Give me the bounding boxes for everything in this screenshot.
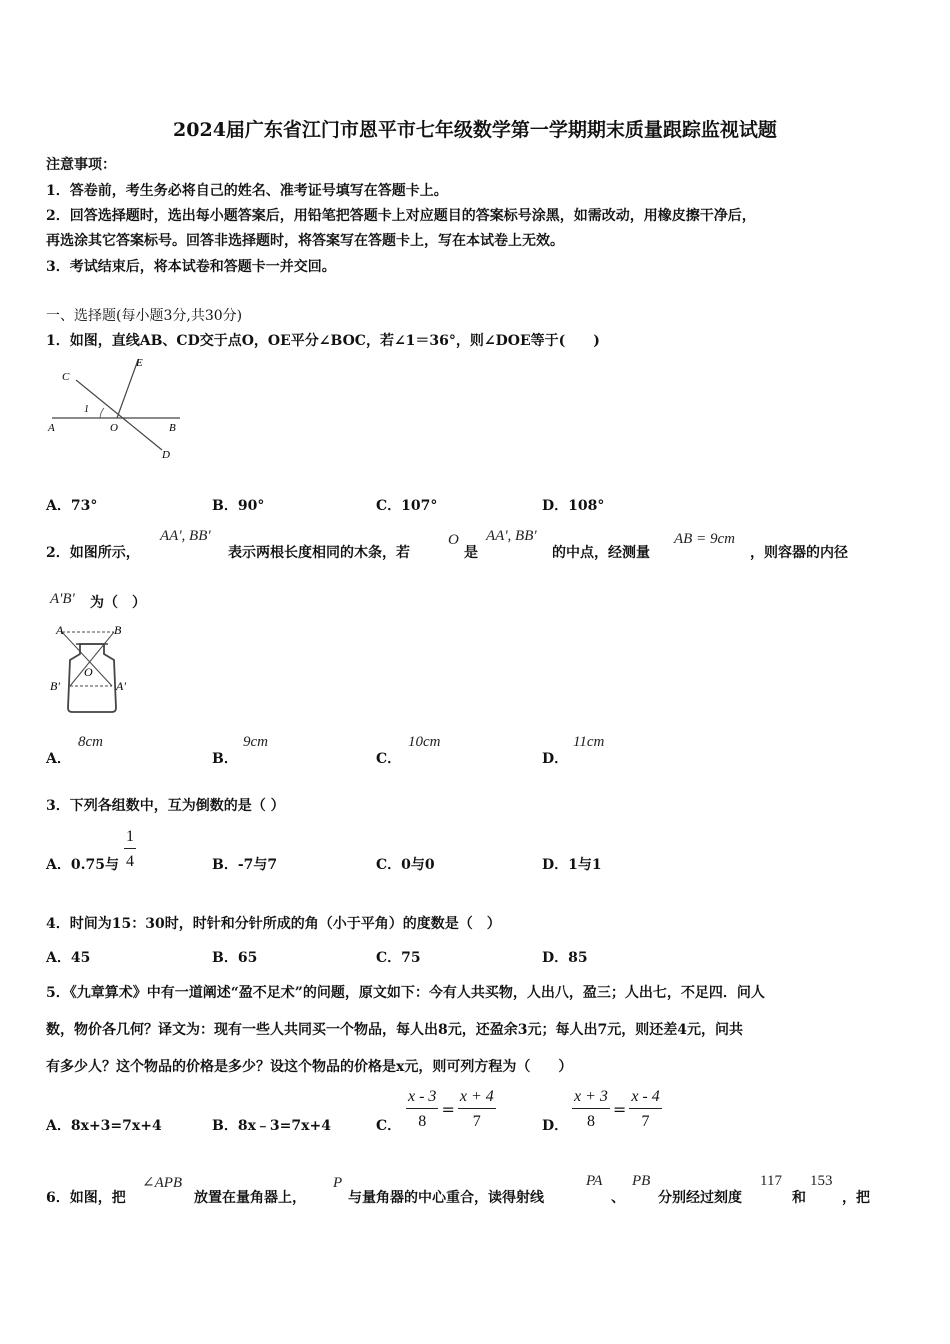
notice-heading: 注意事项： [46,157,116,173]
question-2-text-e: ，则容器的内径 [750,545,848,561]
question-1-option-c: C．107° [376,498,438,514]
notice-item-3: 3．考试结束后，将本试卷和答题卡一并交回。 [46,259,336,275]
question-2-option-d-label: D． [542,751,569,767]
fraction-numerator: x - 3 [406,1088,438,1109]
fraction-right [629,1088,661,1131]
fraction-denominator: 7 [472,1113,481,1130]
question-2-option-c-label: C． [376,751,402,767]
fraction-right [458,1088,496,1131]
question-5-option-c-label: C． [376,1118,402,1134]
fraction-denominator: 7 [641,1113,650,1130]
fraction-left [572,1088,610,1131]
label-c: C [62,371,70,383]
question-4-option-c: C．75 [376,950,421,966]
label-d: D [162,449,170,461]
question-1-option-a: A．73° [46,498,98,514]
question-2-math-d: AB = 9cm [674,531,735,547]
question-6-separator: 、 [611,1190,625,1206]
label-b: B [114,623,122,637]
question-6-text-c: 与量角器的中心重合，读得射线 [348,1190,544,1206]
equals-sign: = [612,1100,627,1119]
label-b-prime: B' [50,679,60,693]
question-3-option-d: D．1与1 [542,857,602,873]
question-4-option-a: A．45 [46,950,91,966]
ray-oe [117,360,138,418]
fraction-denominator: 8 [418,1113,427,1130]
question-6-text-f: ，把 [842,1190,870,1206]
fraction-denominator: 4 [126,853,134,870]
question-2-text-b: 表示两根长度相同的木条，若 [228,545,410,561]
question-3-option-c: C．0与0 [376,857,435,873]
question-2-option-d-value: 11cm [573,734,605,750]
question-6-math-e: 117 [760,1173,782,1189]
question-6-math-d: PB [632,1173,651,1189]
question-6-text-a: 6．如图，把 [46,1190,126,1206]
question-2-option-b-value: 9cm [243,734,268,750]
fraction-numerator: x + 4 [458,1088,496,1109]
question-1-figure [42,352,192,464]
label-o: O [84,665,93,679]
question-6-text-e: 和 [792,1190,806,1206]
question-2-option-a-label: A． [46,751,71,767]
question-5-line-3: 有多少人？这个物品的价格是多少？设这个物品的价格是x元，则可列方程为（ ） [46,1059,573,1075]
label-e: E [136,357,143,369]
equals-sign: = [441,1100,455,1119]
line-cd [76,380,162,450]
question-2-math-c: AA', BB' [486,528,537,544]
question-2-text-d: 的中点，经测量 [552,545,650,561]
question-2-text-a: 2．如图所示， [46,545,140,561]
question-2-option-b-label: B． [212,751,238,767]
fraction-denominator: 8 [586,1113,595,1130]
label-angle-1: 1 [84,404,89,415]
question-4-option-d: D．85 [542,950,588,966]
question-6-math-a: ∠APB [142,1175,183,1191]
question-2-text-c: 是 [464,545,478,561]
notice-item-2-line-1: 2．回答选择题时，选出每小题答案后，用铅笔把答题卡上对应题目的答案标号涂黑，如需改动，用橡皮擦干净后， [46,208,756,224]
label-a-prime: A' [116,679,126,693]
question-4-option-b: B．65 [212,950,258,966]
question-1-option-b: B．90° [212,498,265,514]
question-2-option-a-value: 8cm [78,734,103,750]
question-3-option-a-text: A．0.75与 [46,857,119,873]
question-2-option-c-value: 10cm [408,734,441,750]
question-2-line2-text: 为（ ） [90,595,146,611]
notice-item-1: 1．答卷前，考生务必将自己的姓名、准考证号填写在答题卡上。 [46,183,448,199]
question-5-option-d-label: D． [542,1118,569,1134]
section-heading: 一、选择题(每小题3分,共30分) [46,308,243,324]
question-2-math-a: AA', BB' [160,528,211,544]
fraction-numerator: x + 3 [572,1088,610,1109]
question-6-text-b: 放置在量角器上， [194,1190,306,1206]
fraction-left [406,1088,438,1131]
fraction-numerator: x - 4 [629,1088,661,1109]
question-2-figure [44,618,134,718]
question-5-option-d-equation [572,1088,662,1131]
label-a: A [56,623,64,637]
label-b: B [169,422,176,434]
fraction-numerator: 1 [124,828,136,849]
question-3-option-b: B．-7与7 [212,857,278,873]
label-a: A [48,422,55,434]
question-6-math-f: 153 [810,1173,833,1189]
question-5-line-2: 数，物价各几何？译文为：现有一些人共同买一个物品，每人出8元，还盈余3元；每人出7元，则还差4元，问共 [46,1022,743,1038]
notice-item-2-line-2: 再选涂其它答案标号。回答非选择题时，将答案写在答题卡上，写在本试卷上无效。 [46,233,564,249]
question-6-text-d: 分别经过刻度 [658,1190,742,1206]
question-2-math-line2: A'B' [50,591,75,607]
question-3-option-a-fraction [124,828,136,871]
label-o: O [110,422,118,434]
question-1-text: 1．如图，直线AB、CD交于点O，OE平分∠BOC，若∠1＝36°，则∠DOE等于( ) [46,333,600,349]
question-6-math-b: P [333,1175,343,1191]
question-4-text: 4．时间为15：30时，时针和分针所成的角（小于平角）的度数是（ ） [46,916,501,932]
page-title: 2024届广东省江门市恩平市七年级数学第一学期期末质量跟踪监视试题 [173,119,777,141]
question-2-math-b: O [448,532,459,548]
question-5-option-b: B．8x﹣3=7x+4 [212,1118,331,1134]
question-6-math-c: PA [586,1173,603,1189]
angle-1-arc [100,408,104,418]
question-5-option-c-equation [406,1088,496,1131]
question-5-line-1: 5．《九章算术》中有一道阐述“盈不足术”的问题，原文如下：今有人共买物，人出八，盈三；人出七，不足四．问人 [46,985,765,1001]
question-3-text: 3．下列各组数中，互为倒数的是（ ） [46,798,285,814]
question-5-option-a: A．8x+3=7x+4 [46,1118,162,1134]
question-1-option-d: D．108° [542,498,605,514]
